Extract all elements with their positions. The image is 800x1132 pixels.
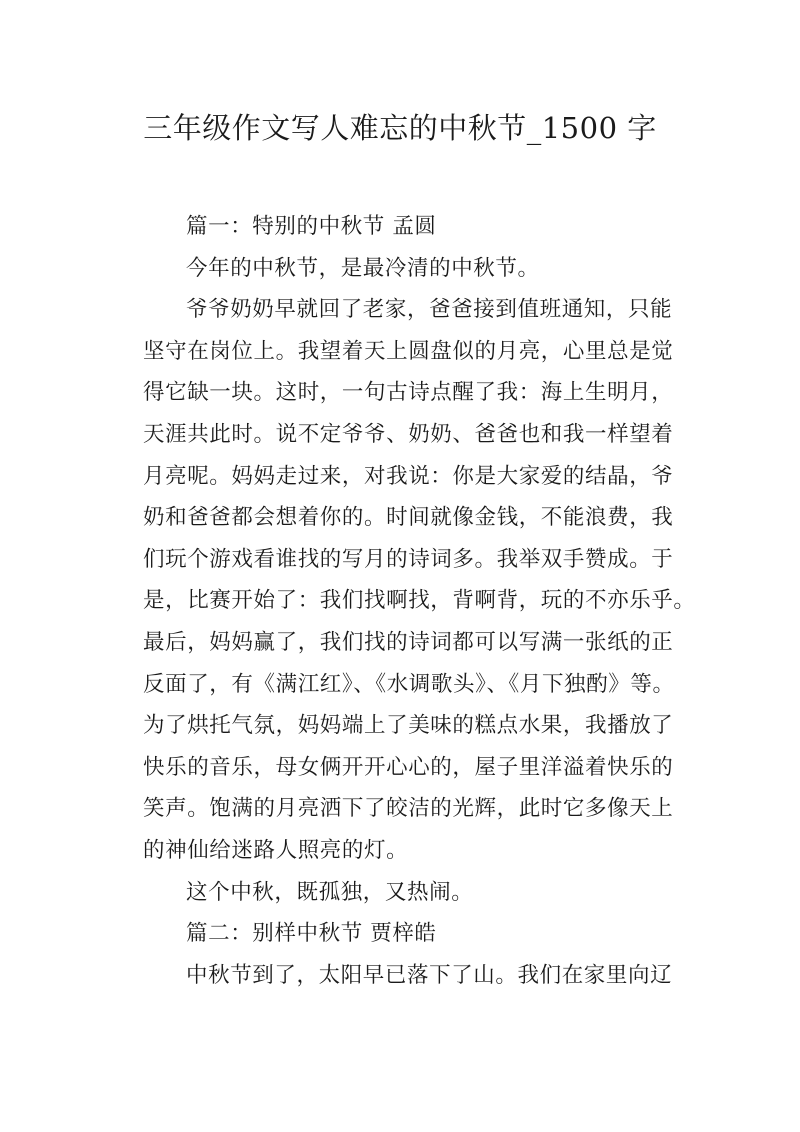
paragraph-line: 们玩个游戏看谁找的写月的诗词多。我举双手赞成。于 bbox=[143, 546, 674, 572]
paragraph-line: 中秋节到了，太阳早已落下了山。我们在家里向辽 bbox=[186, 962, 673, 988]
paragraph-line: 的神仙给迷路人照亮的灯。 bbox=[143, 837, 409, 863]
document-body bbox=[143, 206, 696, 996]
document-title: 三年级作文写人难忘的中秋节_1500 字 bbox=[143, 111, 657, 145]
paragraph-line: 得它缺一块。这时，一句古诗点醒了我：海上生明月， bbox=[143, 380, 674, 406]
section-heading-2: 篇二：别样中秋节 贾梓皓 bbox=[186, 921, 437, 947]
paragraph-line: 这个中秋，既孤独，又热闹。 bbox=[186, 879, 474, 905]
paragraph-line: 天涯共此时。说不定爷爷、奶奶、爸爸也和我一样望着 bbox=[143, 421, 674, 447]
paragraph-line: 月亮呢。妈妈走过来，对我说：你是大家爱的结晶，爷 bbox=[143, 463, 674, 489]
paragraph-line: 爷爷奶奶早就回了老家，爸爸接到值班通知，只能 bbox=[186, 297, 673, 323]
paragraph-line: 笑声。饱满的月亮洒下了皎洁的光辉，此时它多像天上 bbox=[143, 796, 674, 822]
paragraph-line: 今年的中秋节，是最冷清的中秋节。 bbox=[186, 255, 540, 281]
paragraph-line: 为了烘托气氛，妈妈端上了美味的糕点水果，我播放了 bbox=[143, 713, 674, 739]
paragraph-line: 坚守在岗位上。我望着天上圆盘似的月亮，心里总是觉 bbox=[143, 338, 674, 364]
paragraph-line: 奶和爸爸都会想着你的。时间就像金钱，不能浪费，我 bbox=[143, 505, 674, 531]
paragraph-line: 反面了，有《满江红》、《水调歌头》、《月下独酌》等。 bbox=[143, 671, 675, 697]
paragraph-line: 是，比赛开始了：我们找啊找，背啊背，玩的不亦乐乎。 bbox=[143, 588, 696, 614]
paragraph-line: 最后，妈妈赢了，我们找的诗词都可以写满一张纸的正 bbox=[143, 629, 674, 655]
section-heading-1: 篇一：特别的中秋节 孟圆 bbox=[186, 214, 437, 239]
paragraph-line: 快乐的音乐，母女俩开开心心的，屋子里洋溢着快乐的 bbox=[143, 754, 674, 780]
